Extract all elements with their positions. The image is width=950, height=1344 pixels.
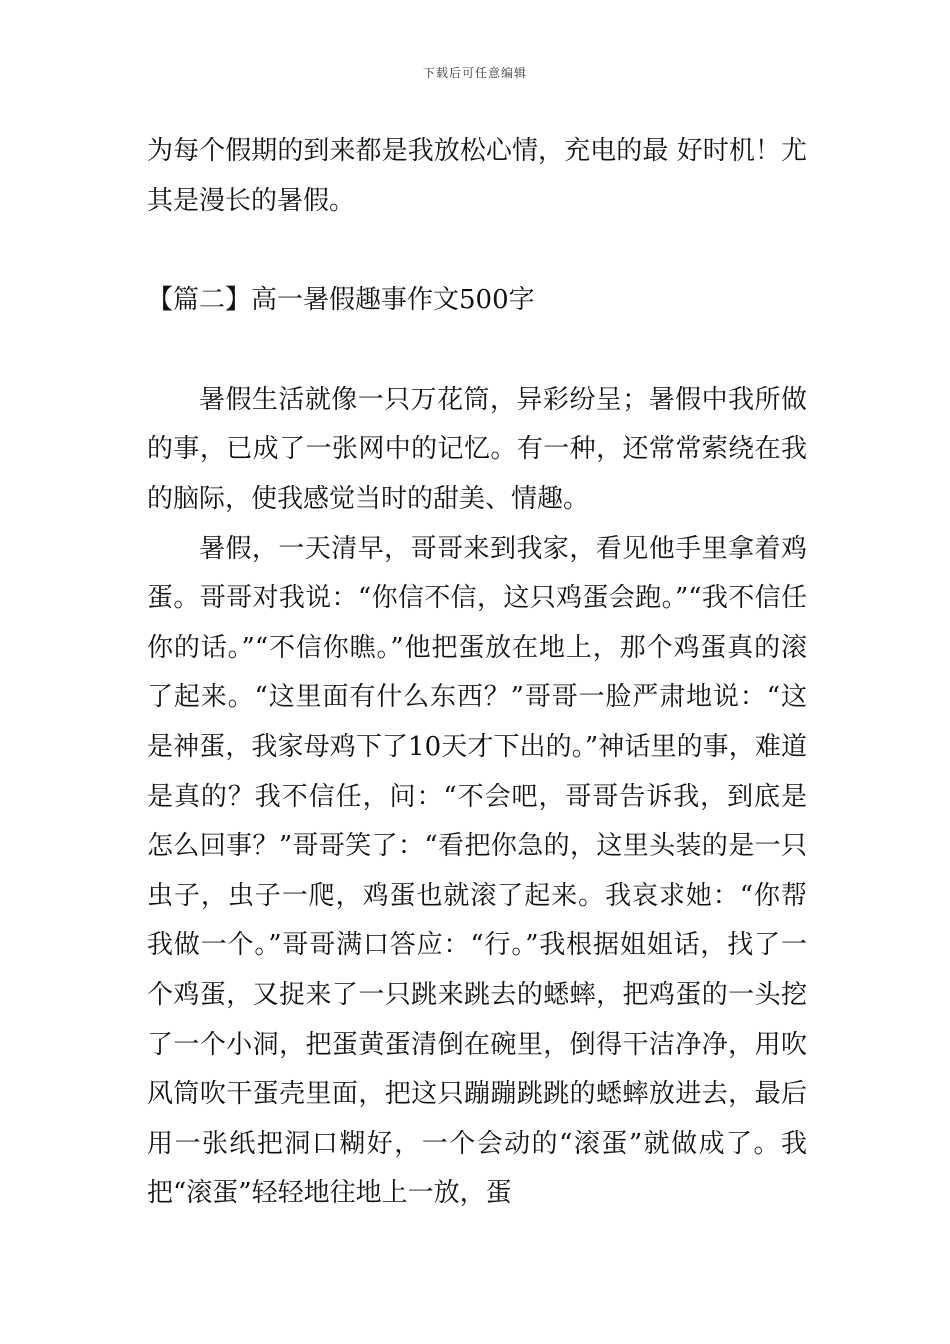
- intro-paragraph: 为每个假期的到来都是我放松心情，充电的最 好时机！尤其是漫长的暑假。: [147, 136, 807, 216]
- document-body: [147, 127, 807, 1219]
- body-paragraph-1: 暑假生活就像一只万花筒，异彩纷呈；暑假中我所做的事，已成了一张网中的记忆。有一种，还常常萦绕在我的脑际，使我感觉当时的甜美、情趣。: [147, 384, 807, 514]
- body-paragraph-2: 暑假，一天清早，哥哥来到我家，看见他手里拿着鸡蛋。哥哥对我说：“你信不信，这只鸡蛋会跑。”“我不信任你的话。”“不信你瞧。”他把蛋放在地上，那个鸡蛋真的滚了起来。“这里面有什么东西？”哥哥一脸严肃地说：“这是神蛋，我家母鸡下了10天才下出的。”神话里的事，难道是真的？我不信任，问：“不会吧，哥哥告诉我，到底是怎么回事？”哥哥笑了：“看把你急的，这里头装的是一只虫子，虫子一爬，鸡蛋也就滚了起来。我哀求她：“你帮我做一个。”哥哥满口答应：“行。”我根据姐姐话，找了一个鸡蛋，又捉来了一只跳来跳去的蟋蟀，把鸡蛋的一头挖了一个小洞，把蛋黄蛋清倒在碗里，倒得干洁净净，用吹风筒吹干蛋壳里面，把这只蹦蹦跳跳的蟋蟀放进去，最后用一张纸把洞口糊好，一个会动的“滚蛋”就做成了。我把“滚蛋”轻轻地往地上一放，蛋: [147, 533, 807, 1209]
- section-heading: 【篇二】高一暑假趣事作文500字: [147, 285, 535, 316]
- spacer: [147, 226, 807, 276]
- page-header: 下载后可任意编辑: [422, 66, 527, 80]
- spacer: [147, 326, 807, 376]
